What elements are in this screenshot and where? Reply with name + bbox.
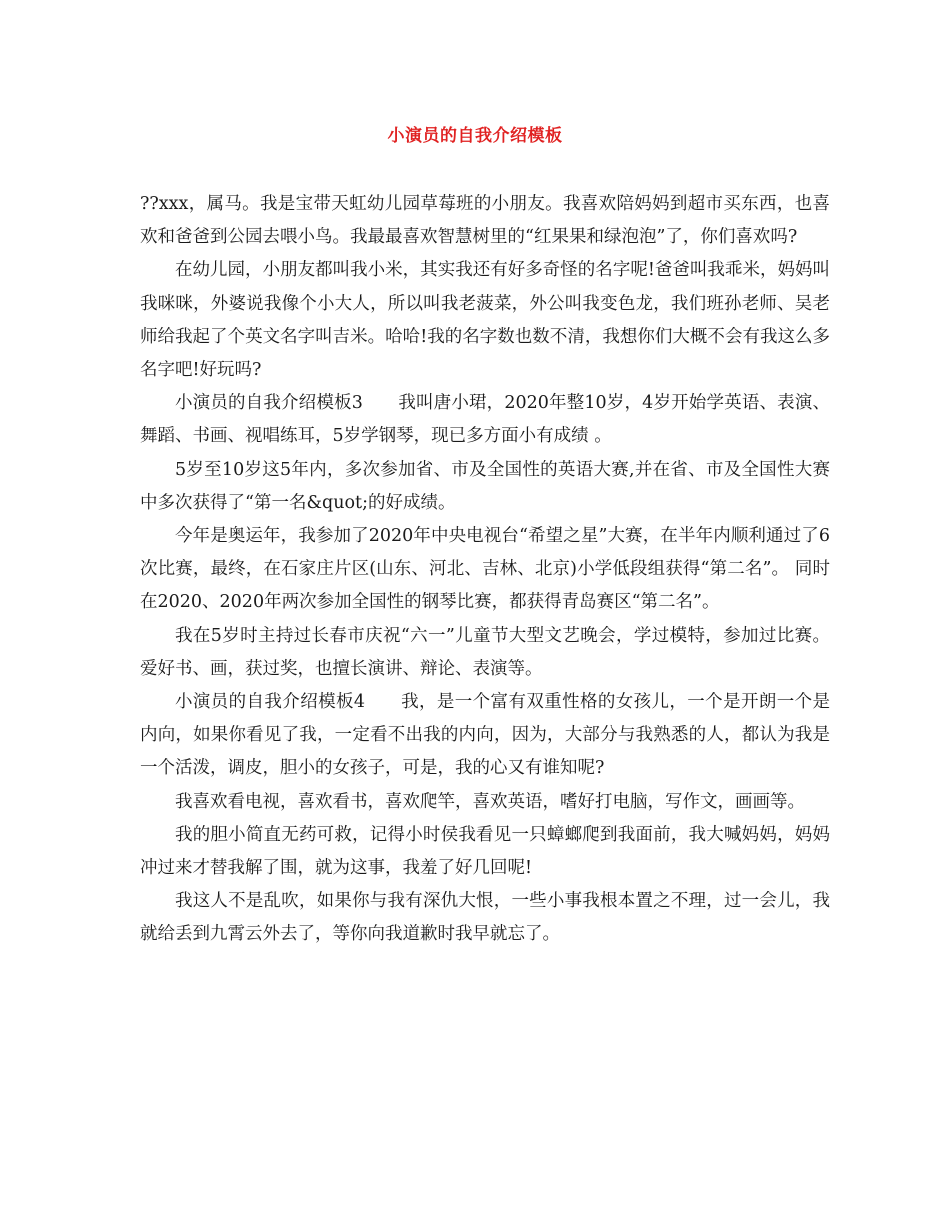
paragraph: 我在5岁时主持过长春市庆祝“六一”儿童节大型文艺晚会，学过模特，参加过比赛。爱好书、画，获过奖，也擅长演讲、辩论、表演等。: [140, 625, 830, 679]
paragraph: 我这人不是乱吹，如果你与我有深仇大恨，一些小事我根本置之不理，过一会儿，我就给丢到九霄云外去了，等你向我道歉时我早就忘了。: [140, 891, 830, 945]
document-title: 小演员的自我介绍模板: [387, 126, 563, 146]
paragraph: 5岁至10岁这5年内，多次参加省、市及全国性的英语大赛,并在省、市及全国性大赛中多次获得了“第一名&quot;的好成绩。: [140, 459, 830, 513]
paragraph: ??xxx，属马。我是宝带天虹幼儿园草莓班的小朋友。我喜欢陪妈妈到超市买东西，也喜欢和爸爸到公园去喂小鸟。我最最喜欢智慧树里的“红果果和绿泡泡”了，你们喜欢吗?: [140, 194, 830, 248]
paragraph: 在幼儿园，小朋友都叫我小米，其实我还有好多奇怪的名字呢!爸爸叫我乖米，妈妈叫我咪咪，外婆说我像个小大人，所以叫我老菠菜，外公叫我变色龙，我们班孙老师、吴老师给我起了个英文名字叫吉米。哈哈!我的名字数也数不清，我想你们大概不会有我这么多名字吧!好玩吗?: [140, 260, 830, 381]
paragraph: 小演员的自我介绍模板3 我叫唐小珺，2020年整10岁，4岁开始学英语、表演、舞蹈、书画、视唱练耳，5岁学钢琴，现已多方面小有成绩 。: [140, 393, 830, 447]
paragraph: 我喜欢看电视，喜欢看书，喜欢爬竿，喜欢英语，嗜好打电脑，写作文，画画等。: [175, 791, 805, 812]
document-body: [140, 188, 830, 952]
paragraph: 我的胆小简直无药可救，记得小时侯我看见一只蟑螂爬到我面前，我大喊妈妈，妈妈冲过来才替我解了围，就为这事，我羞了好几回呢!: [140, 824, 830, 879]
paragraph: 今年是奥运年，我参加了2020年中央电视台“希望之星”大赛，在半年内顺利通过了6次比赛，最终，在石家庄片区(山东、河北、吉林、北京)小学低段组获得“第二名”。 同时在2020、2020年两次参加全国性的钢琴比赛，都获得青岛赛区“第二名”。: [140, 526, 830, 613]
paragraph: 小演员的自我介绍模板4 我，是一个富有双重性格的女孩儿，一个是开朗一个是内向，如果你看见了我，一定看不出我的内向，因为，大部分与我熟悉的人，都认为我是一个活泼，调皮，胆小的女孩子，可是，我的心又有谁知呢?: [140, 692, 830, 779]
